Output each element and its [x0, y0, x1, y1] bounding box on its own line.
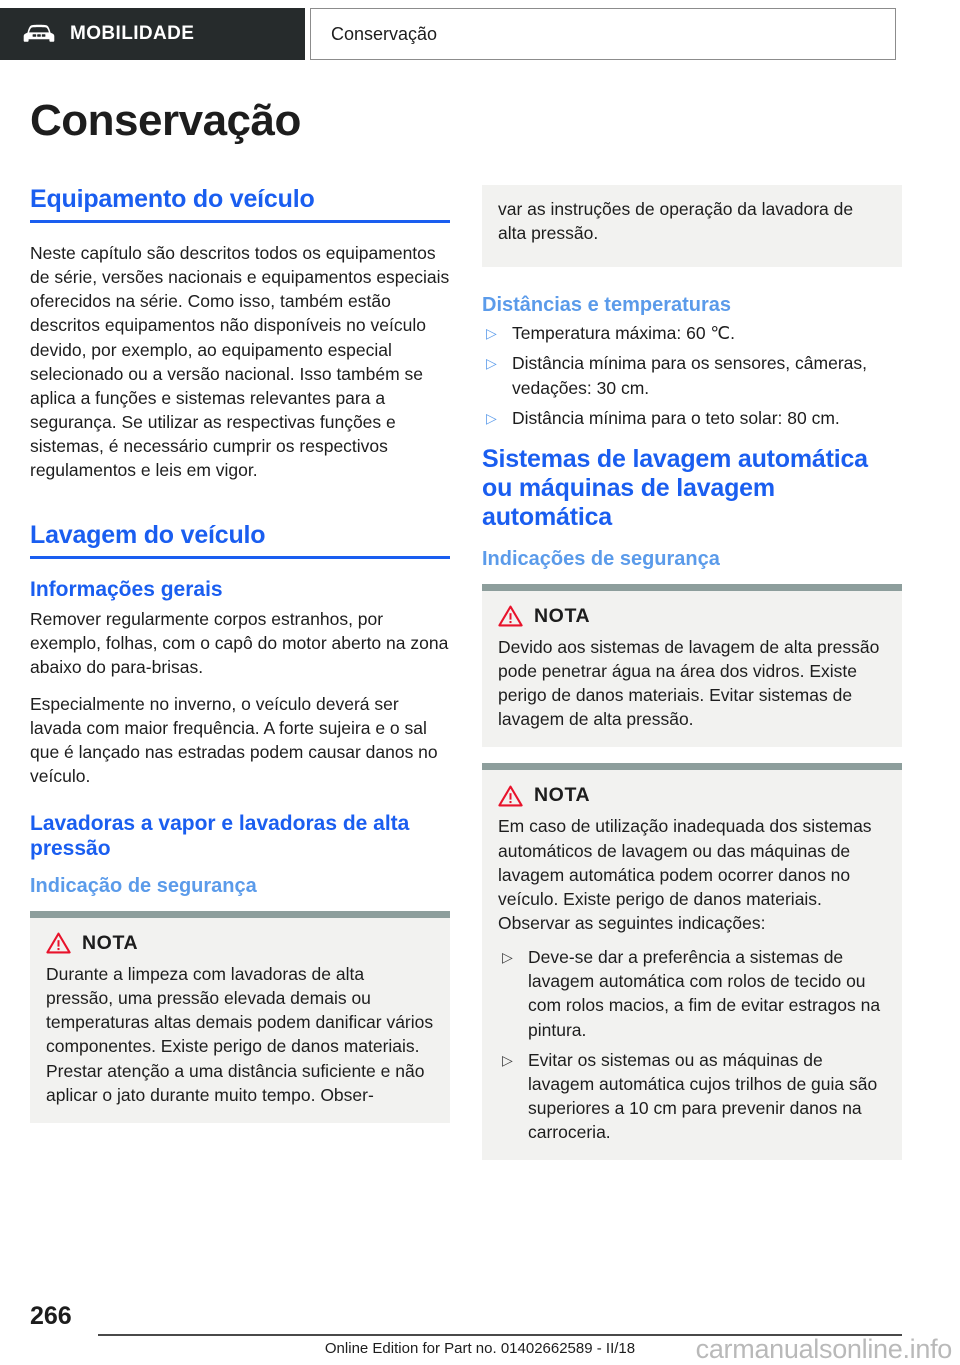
nota-title: NOTA — [534, 784, 591, 807]
section-heading-sistemas-lavagem: Sistemas de lavagem automática ou máquinas de lavagem automática — [482, 444, 868, 531]
triangle-bullet-icon: ▷ — [486, 355, 497, 372]
list-item — [482, 351, 902, 399]
triangle-bullet-icon: ▷ — [486, 325, 497, 342]
list-item-text: Distância mínima para os sensores, câmeras, vedações: 30 cm. — [512, 353, 867, 398]
paragraph-inverno: Especialmente no inverno, o veículo deverá ser lavada com maior frequência. A forte sujeira e o sal que é lançado nas estradas podem causar danos no veículo. — [30, 694, 438, 787]
warning-triangle-icon — [46, 932, 71, 954]
nota-text: Em caso de utilização inadequada dos sistemas automáticos de lavagem ou das máquinas de lavagem automática podem ocorrer danos no veículo. Existe perigo de danos materiais. Observar as seguintes indicações: — [498, 816, 872, 933]
nota-header — [498, 784, 886, 807]
warning-triangle-icon — [498, 605, 523, 627]
header-tab-mobilidade[interactable] — [0, 8, 305, 60]
nota-text: Devido aos sistemas de lavagem de alta pressão pode penetrar água na área dos vidros. Existe perigo de danos materiais. Evitar sistemas de lavagem de alta pressão. — [498, 636, 880, 730]
page-header — [0, 8, 960, 60]
bullet-list-distancias — [482, 321, 902, 430]
triangle-bullet-icon: ▷ — [486, 409, 497, 426]
section-heading-lavagem: Lavagem do veículo — [30, 521, 266, 550]
left-column — [30, 185, 450, 1123]
nota-box-vidros — [482, 584, 902, 748]
list-item — [482, 321, 902, 345]
section-rule — [30, 220, 450, 223]
subheading-indicacao-seguranca: Indicação de segurança — [30, 874, 257, 897]
subheading-informacoes-gerais: Informações gerais — [30, 578, 223, 602]
right-column — [482, 185, 902, 1160]
list-item-text: Deve-se dar a preferência a sistemas de lavagem automática com rolos de tecido ou com rolos macios, a fim de evitar estragos na pintura. — [528, 947, 881, 1040]
breadcrumb-label: Conservação — [331, 23, 438, 44]
warning-triangle-icon — [498, 785, 523, 807]
nota-header — [46, 932, 434, 955]
list-item — [482, 406, 902, 430]
list-item — [498, 1048, 886, 1145]
section-rule — [30, 556, 450, 559]
nota-box-lavadoras — [30, 911, 450, 1123]
list-item-text: Evitar os sistemas ou as máquinas de lavagem automática cujos trilhos de guia são superiores a 10 cm para prevenir danos na carroceria. — [528, 1049, 878, 1143]
triangle-bullet-icon: ▷ — [502, 949, 513, 966]
breadcrumb[interactable] — [310, 8, 896, 60]
nota-continuation-text: var as instruções de operação da lavadora de alta pressão. — [498, 199, 854, 244]
watermark: carmanualsonline.info — [695, 1334, 952, 1364]
triangle-bullet-icon: ▷ — [502, 1051, 513, 1068]
page-title: Conservação — [30, 96, 301, 145]
section-heading-equipamento: Equipamento do veículo — [30, 185, 315, 213]
paragraph-remover: Remover regularmente corpos estranhos, por exemplo, folhas, com o capô do motor aberto na zona abaixo do para-brisas. — [30, 608, 449, 677]
nota-header — [498, 605, 886, 628]
subheading-indicacoes-seguranca: Indicações de segurança — [482, 547, 720, 570]
nota-title: NOTA — [82, 931, 139, 954]
bullet-list-indicacoes — [498, 945, 886, 1144]
nota-title: NOTA — [534, 604, 591, 627]
list-item-text: Distância mínima para o teto solar: 80 cm. — [512, 407, 840, 428]
nota-box-uso-inadequado — [482, 763, 902, 1160]
nota-box-continuation — [482, 185, 902, 267]
car-front-icon — [22, 23, 56, 45]
list-item — [498, 945, 886, 1042]
paragraph-equipamento: Neste capítulo são descritos todos os equipamentos de série, versões nacionais e equipamentos especiais oferecidos na série. Como isso, também estão descritos equipamentos não disponíveis no veículo devido, por exemplo, ao equipamento especial selecionado ou a versão nacional. Isso também se aplica a funções e sistemas relevantes para a segurança. Se utilizar as respectivas funções e sistemas, é necessário cumprir os respectivos regulamentos e leis em vigor. — [30, 243, 450, 481]
list-item-text: Temperatura máxima: 60 ℃. — [512, 323, 735, 344]
header-tab-label: MOBILIDADE — [70, 23, 195, 44]
subheading-distancias-temperaturas: Distâncias e temperaturas — [482, 294, 732, 317]
page-number: 266 — [30, 1302, 72, 1330]
page-footer — [0, 1300, 960, 1362]
nota-text: Durante a limpeza com lavadoras de alta pressão, uma pressão elevada demais ou temperaturas altas demais podem danificar vários componentes. Existe perigo de danos materiais. Prestar atenção a uma distância suficiente e não aplicar o jato durante muito tempo. Obser- — [46, 963, 434, 1105]
footer-edition-text: Online Edition for Part no. 01402662589 - II/18 — [324, 1340, 636, 1357]
subheading-lavadoras-vapor: Lavadoras a vapor e lavadoras de alta pressão — [30, 811, 410, 860]
